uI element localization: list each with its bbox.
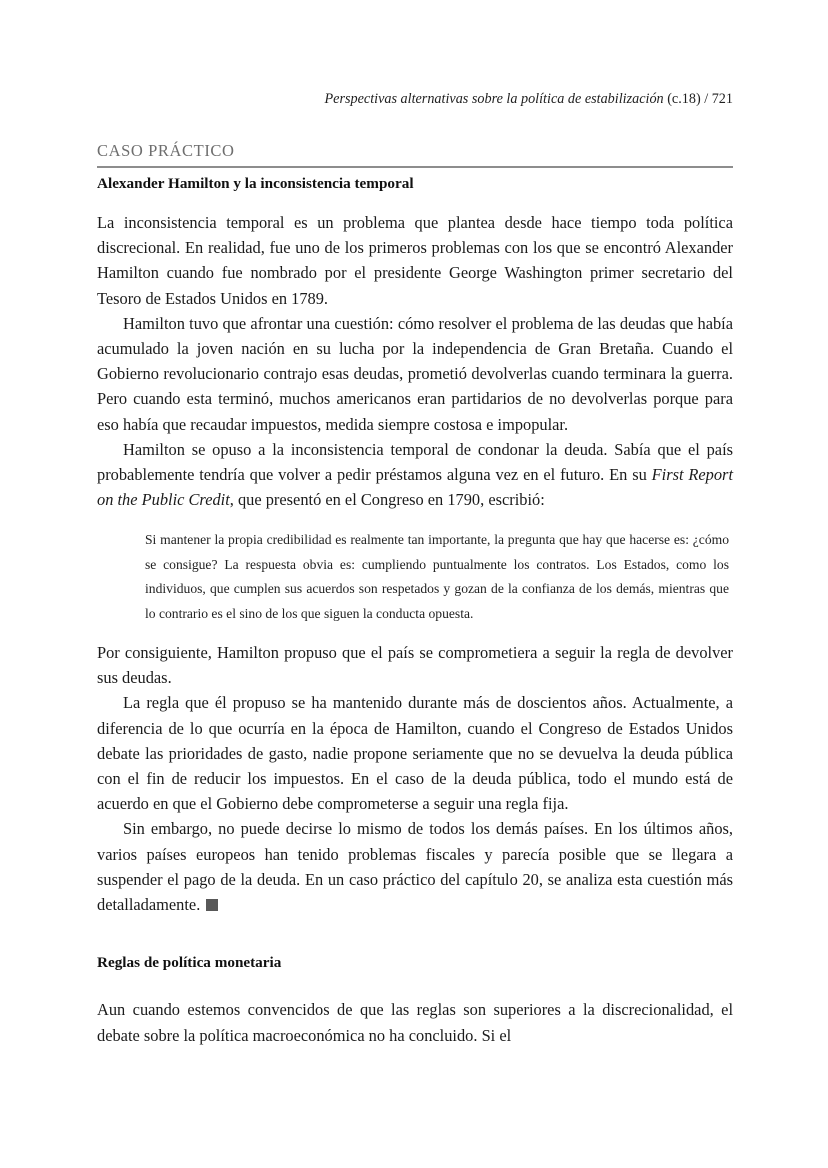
heading-spacer (97, 973, 733, 985)
running-head (97, 90, 733, 108)
running-head-title: Perspectivas alternativas sobre la política de estabilización (324, 91, 664, 107)
subsection-heading: Reglas de política monetaria (97, 954, 282, 972)
case-study-divider (97, 166, 733, 168)
blockquote-text: Si mantener la propia credibilidad es realmente tan importante, la pregunta que hay que hacerse es: ¿cómo se consigue? La respuesta obvia es: cumpliendo puntualmente los contratos. Los Estados, como los individuos, que cumplen sus acuerdos son respetados y gozan de la confianza de los demás, mientras que lo contrario es el sino de los que siguen la conducta opuesta. (145, 532, 729, 621)
section-spacer (97, 917, 733, 935)
lead-in-after-title: , que presentó en el Congreso en 1790, escribió: (229, 490, 545, 510)
end-of-case-marker-icon (206, 899, 218, 911)
paragraph-with-book-title (97, 437, 733, 513)
section-spacer (97, 935, 733, 953)
case-study-title: Alexander Hamilton y la inconsistencia temporal (97, 175, 414, 192)
paragraph: Hamilton tuvo que afrontar una cuestión: cómo resolver el problema de las deudas que había acumulado la joven nación en su lucha por la independencia de Gran Bretaña. Cuando el Gobierno revolucionario contrajo esas deudas, prometió devolverlas cuando terminara la guerra. Pero cuando esta terminó, muchos americanos eran partidarios de no devolverlas porque para eso había que recaudar impuestos, medida siempre costosa e impopular. (97, 313, 733, 434)
heading-spacer (97, 985, 733, 997)
paragraph: Aun cuando estemos convencidos de que las reglas son superiores a la discrecionalidad, el debate sobre la política macroeconómica no ha concluido. Si el (97, 1000, 733, 1045)
blockquote (97, 528, 733, 626)
paragraph: La regla que él propuso se ha mantenido durante más de doscientos años. Actualmente, a diferencia de lo que ocurría en la época de Hamilton, cuando el Congreso de Estados Unidos debate las prioridades de gasto, nadie propone seriamente que no se devuelva la deuda pública con el fin de reducir los impuestos. En el caso de la deuda pública, todo el mundo está de acuerdo en que el Gobierno debe comprometerse a seguir una regla fija. (97, 693, 733, 814)
final-paragraph-text: Sin embargo, no puede decirse lo mismo de todos los demás países. En los últimos años, varios países europeos han tenido problemas fiscales y parecía posible que se llegara a suspender el pago de la deuda. En un caso práctico del capítulo 20, se analiza esta cuestión más detalladamente. (97, 819, 733, 915)
running-head-reference: (c.18) / 721 (663, 91, 733, 107)
paragraph: La inconsistencia temporal es un problema que plantea desde hace tiempo toda política discrecional. En realidad, fue uno de los primeros problemas con los que se encontró Alexander Hamilton cuando fue nombrado por el presidente George Washington primer secretario del Tesoro de Estados Unidos en 1789. (97, 213, 733, 308)
paragraph-final (97, 816, 733, 917)
case-study-label: CASO PRÁCTICO (97, 141, 235, 160)
paragraph: Por consiguiente, Hamilton propuso que el país se comprometiera a seguir la regla de devolver sus deudas. (97, 643, 733, 688)
book-title: First Report on the Public Credit (97, 465, 733, 510)
lead-in-before-title: Hamilton se opuso a la inconsistencia temporal de condonar la deuda. Sabía que el país probablemente tendría que volver a pedir préstamos alguna vez en el futuro. En su (97, 439, 733, 485)
body-text-flow (97, 210, 733, 1048)
